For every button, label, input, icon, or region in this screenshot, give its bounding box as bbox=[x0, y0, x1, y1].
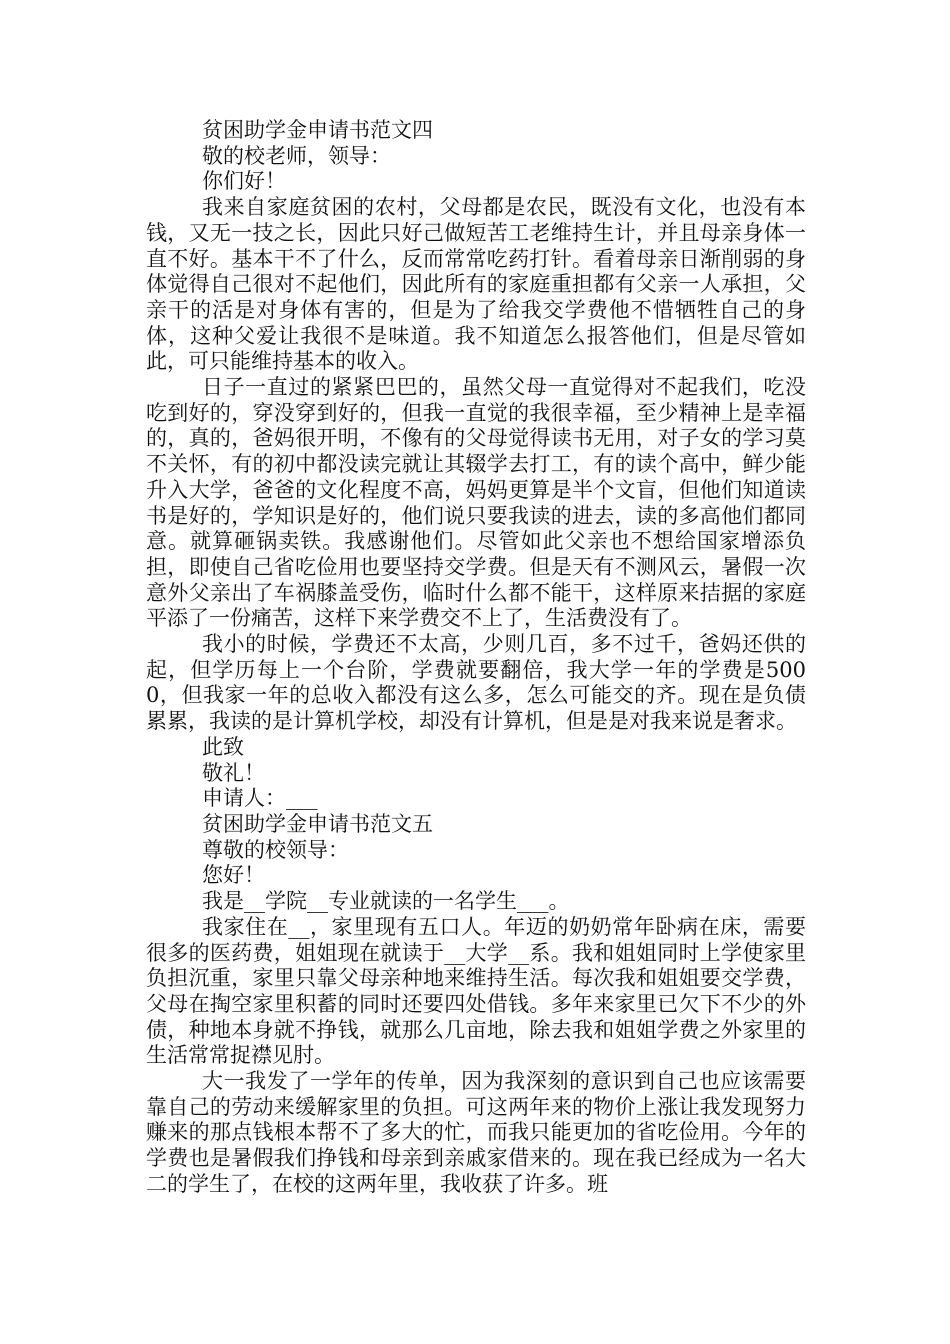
paragraph: 我小的时候，学费还不太高，少则几百，多不过千，爸妈还供的起，但学历每上一个台阶，学费就要翻倍，我大学一年的学费是5000，但我家一年的总收入都没有这么多，怎么可能交的齐。现在是负债累累，我读的是计算机学校，却没有计算机，但是是对我来说是奢求。 bbox=[146, 632, 806, 734]
greeting: 你们好！ bbox=[202, 169, 286, 194]
applicant-line: 申请人：___ bbox=[202, 786, 318, 811]
salutation: 敬的校老师，领导： bbox=[202, 143, 391, 168]
paragraph: 日子一直过的紧紧巴巴的，虽然父母一直觉得对不起我们，吃没吃到好的，穿没穿到好的，但我一直觉的我很幸福，至少精神上是幸福的，真的，爸妈很开明，不像有的父母觉得读书无用，对子女的学习莫不关怀，有的初中都没读完就让其辍学去打工，有的读个高中，鲜少能升入大学，爸爸的文化程度不高，妈妈更算是半个文盲，但他们知道读书是好的，学知识是好的，他们说只要我读的进去，读的多高他们都同意。就算砸锅卖铁。我感谢他们。尽管如此父亲也不想给国家增添负担，即使自己省吃俭用也要坚持交学费。但是天有不测风云，暑假一次意外父亲出了车祸膝盖受伤，临时什么都不能干，这样原来拮据的家庭平添了一份痛苦，这样下来学费交不上了，生活费没有了。 bbox=[146, 375, 806, 631]
salutation: 尊敬的校领导： bbox=[202, 837, 349, 862]
paragraph: 我来自家庭贫困的农村，父母都是农民，既没有文化，也没有本钱，又无一技之长，因此只好己做短苦工老维持生计，并且母亲身体一直不好。基本干不了什么，反而常常吃药打针。看着母亲日渐削弱的身体觉得自己很对不起他们，因此所有的家庭重担都有父亲一人承担，父亲干的活是对身体有害的，但是为了给我交学费他不惜牺牲自己的身体，这种父爱让我很不是味道。我不知道怎么报答他们，但是尽管如此，可只能维持基本的收入。 bbox=[146, 195, 806, 374]
paragraph: 我家住在__，家里现有五口人。年迈的奶奶常年卧病在床，需要很多的医药费，姐姐现在就读于__大学__系。我和姐姐同时上学使家里负担沉重，家里只靠父母亲种地来维持生活。每次我和姐姐要交学费，父母在掏空家里积蓄的同时还要四处借钱。多年来家里已欠下不少的外债，种地本身就不挣钱，就那么几亩地，除去我和姐姐学费之外家里的生活常常捉襟见肘。 bbox=[146, 914, 806, 1068]
document-title-4: 贫困助学金申请书范文四 bbox=[202, 118, 433, 142]
paragraph: 大一我发了一学年的传单，因为我深刻的意识到自己也应该需要靠自己的劳动来缓解家里的负担。可这两年来的物价上涨让我发现努力赚来的那点钱根本帮不了多大的忙，而我只能更加的省吃俭用。今年的学费也是暑假我们挣钱和母亲到亲戚家借来的。现在我已经成为一名大二的学生了，在校的这两年里，我收获了许多。班 bbox=[146, 1069, 806, 1196]
closing-line: 此致 bbox=[202, 734, 244, 759]
greeting: 您好！ bbox=[202, 863, 265, 888]
intro-line: 我是__学院__专业就读的一名学生___。 bbox=[202, 889, 570, 914]
closing-salute: 敬礼！ bbox=[202, 760, 265, 785]
document-title-5: 贫困助学金申请书范文五 bbox=[202, 811, 433, 836]
document-page bbox=[146, 118, 806, 1198]
